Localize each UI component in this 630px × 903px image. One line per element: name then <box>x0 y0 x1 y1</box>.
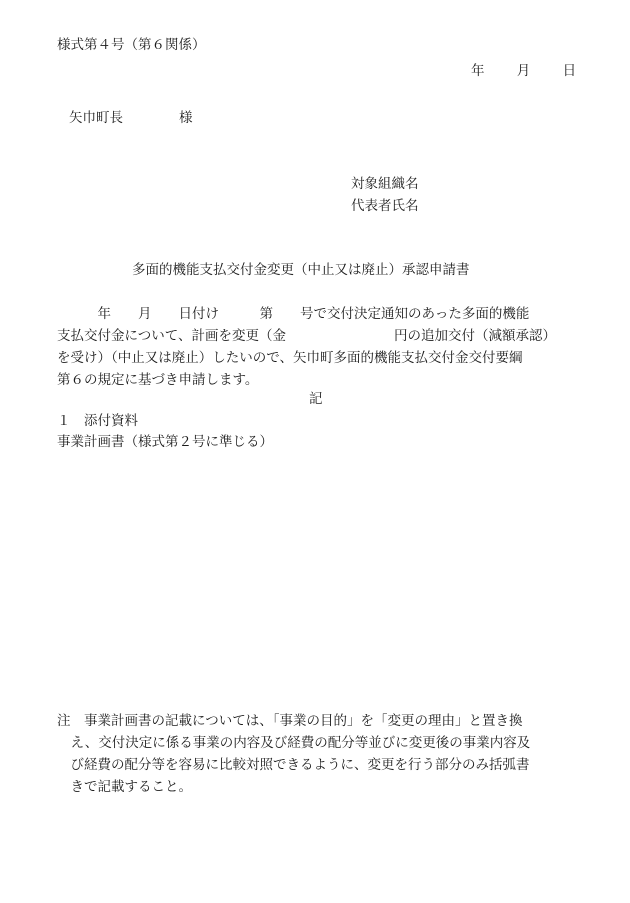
addressee <box>69 107 193 129</box>
note-line: え、交付決定に係る事業の内容及び経費の配分等並びに変更後の事業内容及 <box>57 735 531 751</box>
body-line: 年 月 日付け 第 号で交付決定通知のあった多面的機能 <box>57 306 530 322</box>
note-line: きで記載すること。 <box>57 779 192 795</box>
note <box>57 710 587 798</box>
attachments-heading: １ 添付資料 <box>57 413 138 429</box>
application-body <box>57 303 577 391</box>
date-line <box>471 60 576 82</box>
attachment-item: 事業計画書（様式第２号に準じる） <box>57 434 273 450</box>
date-year: 年 <box>471 63 485 79</box>
body-line: 第６の規定に基づき申請します。 <box>57 372 259 388</box>
date-day: 日 <box>562 63 577 79</box>
body-line: 支払交付金について、計画を変更（金 円の追加交付（減額承認） <box>57 328 556 344</box>
form-number: 様式第４号（第６関係） <box>57 37 206 53</box>
date-month: 月 <box>516 63 531 79</box>
document-title: 多面的機能支払交付金変更（中止又は廃止）承認申請書 <box>132 262 470 278</box>
addressee-honorific: 様 <box>179 110 193 126</box>
note-line: 注 事業計画書の記載については、「事業の目的」を「変更の理由」と置き換 <box>57 713 523 729</box>
note-line: び経費の配分等を容易に比較対照できるように、変更を行う部分のみ括弧書 <box>57 757 530 773</box>
organization-name-label: 対象組織名 <box>351 176 419 192</box>
addressee-name: 矢巾町長 <box>69 110 123 126</box>
body-line: を受け）（中止又は廃止）したいので、矢巾町多面的機能支払交付金交付要綱 <box>57 350 523 366</box>
ki-heading: 記 <box>309 391 323 407</box>
representative-name-label: 代表者氏名 <box>351 198 419 214</box>
